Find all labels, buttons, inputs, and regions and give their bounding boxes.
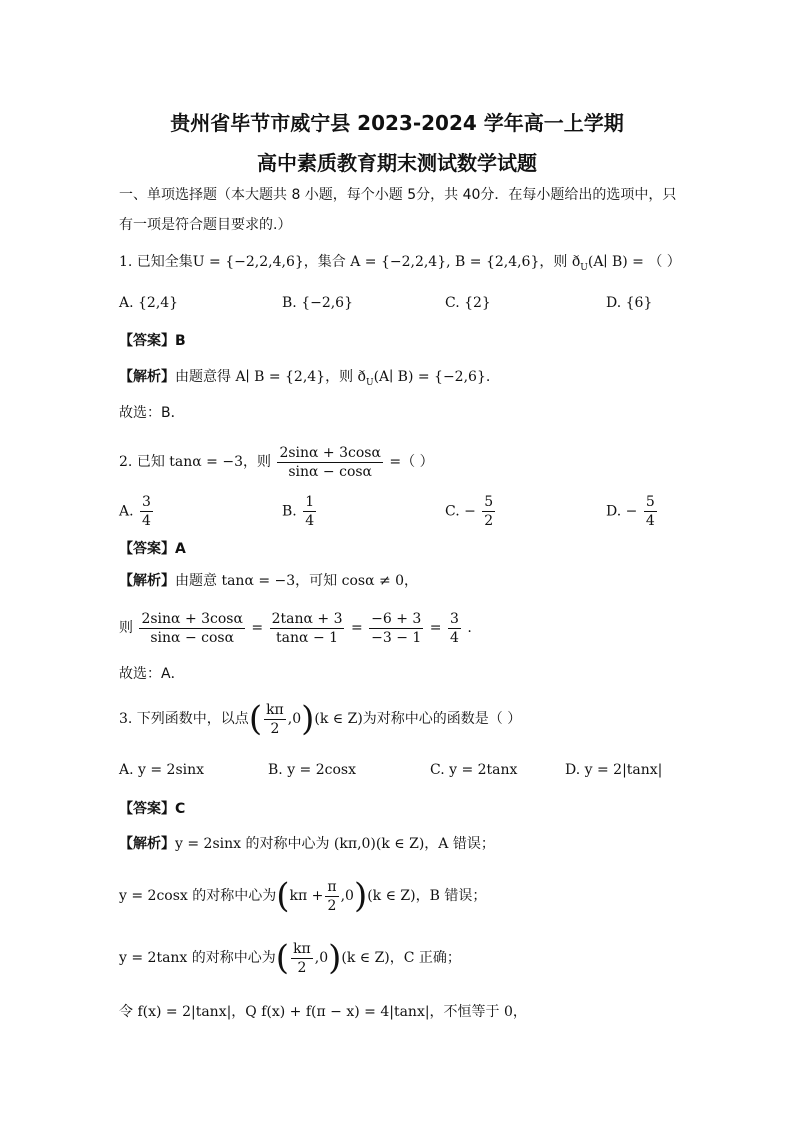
q3-analysis-c-num: kπ	[293, 940, 311, 957]
q3-analysis-c-inner-tail: ,0	[314, 950, 329, 966]
q1-option-d: D. {6}	[606, 295, 653, 311]
q2-conclusion: 故选：A．	[119, 666, 185, 682]
q2-calc-fraction-3	[369, 610, 423, 647]
q1-stem-tail: (A∣ B) = （ ）	[587, 254, 681, 270]
q3-analysis-b-tail: (k ∈ Z)，B 错误；	[367, 888, 487, 904]
q2-option-c	[445, 493, 497, 530]
q2-calc-fraction-1	[139, 610, 245, 647]
q2-analysis	[119, 571, 418, 591]
q1-stem-text: 1. 已知全集U = {−2,2,4,6}，集合 A = {−2,2,4}, B = {2,4,6}，则 ð	[119, 254, 581, 270]
q2-calc-f1-den: sinα − cosα	[150, 629, 235, 646]
q2-option-c-num: 5	[484, 494, 494, 510]
section-heading-cont: 有一项是符合题目要求的.）	[119, 217, 292, 233]
q2-stem-tail: =（ ）	[389, 454, 434, 470]
q2-option-a-num: 3	[142, 494, 151, 510]
q3-analysis-a	[119, 834, 495, 854]
q2-stem-numerator: 2sinα + 3cosα	[279, 444, 381, 461]
q1-analysis-tail: (A∣ B) = {−2,6}.	[373, 369, 491, 385]
q2-option-a-label: A.	[119, 503, 134, 520]
q1-analysis-text: 由题意得 A∣ B = {2,4}，则 ð	[175, 369, 366, 385]
q2-calc-f1-num: 2sinα + 3cosα	[141, 610, 243, 627]
q3-analysis-c-pre: y = 2tanx 的对称中心为	[119, 950, 276, 966]
paper-title-line1: 贵州省毕节市威宁县 2023-2024 学年高一上学期	[170, 111, 624, 135]
q3-answer: 【答案】C	[119, 801, 186, 817]
q2-analysis-label: 【解析】	[119, 573, 175, 589]
q3-stem-open-paren: (	[248, 699, 263, 739]
q3-analysis-b	[119, 874, 486, 918]
q2-stem-text: . 已知 tanα = −3，则	[127, 454, 271, 470]
q2-calc-equals-1: =	[251, 620, 264, 636]
q3-analysis-b-open-paren: (	[276, 876, 290, 916]
q2-calc-f2-num: 2tanα + 3	[271, 610, 343, 627]
q3-analysis-b-den: 2	[327, 897, 337, 914]
q2-calc-f4-den: 4	[449, 629, 459, 646]
q2-option-d	[606, 493, 659, 530]
q3-option-c: C. y = 2tanx	[430, 762, 518, 778]
q1-option-b: B. {−2,6}	[282, 295, 353, 311]
q1-answer: 【答案】B	[119, 333, 186, 349]
q2-stem-number: 2	[119, 454, 128, 470]
q1-analysis	[119, 367, 490, 393]
q3-analysis-label: 【解析】	[119, 836, 175, 852]
q1-analysis-subscript: U	[365, 377, 374, 388]
q3-stem-tail: (k ∈ Z)为对称中心的函数是（ ）	[314, 711, 522, 727]
q3-analysis-c-den: 2	[297, 959, 307, 976]
q2-stem-denominator: sinα − cosα	[288, 463, 373, 480]
q3-stem-frac-den: 2	[270, 720, 280, 737]
q2-option-c-label: C. −	[445, 503, 476, 520]
q2-calc-equals-3: =	[429, 620, 442, 636]
q3-analysis-c-fraction	[291, 940, 313, 977]
q2-option-b-den: 4	[305, 513, 315, 529]
q2-option-d-label: D. −	[606, 503, 638, 520]
q2-calc-fraction-4	[448, 610, 461, 647]
q2-option-d-fraction	[644, 493, 657, 530]
q2-stem-fraction	[277, 444, 383, 481]
question-1-stem	[119, 252, 681, 278]
q1-option-c: C. {2}	[445, 295, 491, 311]
q2-option-b-label: B.	[282, 503, 297, 520]
q2-option-d-den: 4	[645, 513, 655, 529]
q1-conclusion: 故选：B．	[119, 405, 185, 421]
q3-analysis-c-close-paren: )	[328, 938, 342, 978]
paper-title-line2: 高中素质教育期末测试数学试题	[257, 151, 537, 175]
q2-option-a	[119, 493, 155, 530]
q2-option-b-num: 1	[305, 494, 315, 510]
q3-stem-text: 3. 下列函数中，以点	[119, 711, 249, 727]
q3-analysis-a-text: y = 2sinx 的对称中心为 (kπ,0)(k ∈ Z)，A 错误；	[175, 836, 495, 852]
q2-option-d-num: 5	[645, 494, 655, 510]
q3-analysis-c	[119, 936, 461, 980]
question-3-stem	[119, 697, 521, 741]
q2-option-b-fraction	[303, 493, 316, 530]
q3-option-a: A. y = 2sinx	[119, 762, 205, 778]
q3-stem-frac-num: kπ	[266, 701, 284, 718]
q3-analysis-c-tail: (k ∈ Z)，C 正确；	[341, 950, 461, 966]
q3-analysis-b-inner: kπ +	[289, 888, 324, 904]
q3-analysis-b-pre: y = 2cosx 的对称中心为	[119, 888, 277, 904]
q2-calc-end: .	[467, 620, 472, 636]
q2-calc-f4-num: 3	[449, 610, 459, 627]
q3-analysis-b-close-paren: )	[353, 876, 368, 916]
q2-analysis-text: 由题意 tanα = −3，可知 cosα ≠ 0，	[175, 573, 419, 589]
q3-stem-fraction	[264, 701, 286, 738]
q1-analysis-label: 【解析】	[119, 369, 175, 385]
q1-stem-subscript: U	[580, 262, 588, 273]
q2-option-c-fraction	[482, 493, 495, 530]
q3-option-d: D. y = 2|tanx|	[565, 762, 663, 778]
q3-analysis-b-fraction	[325, 878, 338, 915]
q2-calc-fraction-2	[270, 610, 345, 647]
q2-option-c-den: 2	[484, 513, 494, 529]
q2-option-a-den: 4	[142, 513, 151, 529]
q3-option-b: B. y = 2cosx	[268, 762, 356, 778]
q3-stem-close-paren: )	[301, 699, 315, 739]
q1-option-a: A. {2,4}	[119, 295, 179, 311]
q2-calculation	[119, 608, 472, 648]
q3-analysis-d: 令 f(x) = 2|tanx|，Q f(x) + f(π − x) = 4|tanx|，不恒等于 0，	[119, 1004, 527, 1020]
q3-stem-point-tail: ,0	[287, 711, 302, 727]
q2-calc-prefix: 则	[119, 620, 133, 636]
section-heading: 一、单项选择题（本大题共 8 小题，每个小题 5分，共 40分．在每小题给出的选项中，只	[119, 187, 677, 203]
q2-calc-f3-den: −3 − 1	[371, 629, 422, 646]
q3-analysis-b-num: π	[327, 878, 337, 895]
q2-calc-equals-2: =	[350, 620, 363, 636]
question-2-stem	[119, 442, 434, 482]
q3-analysis-c-open-paren: (	[275, 938, 290, 978]
q3-analysis-b-inner-tail: ,0	[340, 888, 354, 904]
q2-calc-f2-den: tanα − 1	[276, 629, 339, 646]
q2-answer: 【答案】A	[119, 541, 186, 557]
q2-option-a-fraction	[140, 493, 153, 530]
q2-calc-f3-num: −6 + 3	[371, 610, 422, 627]
q2-option-b	[282, 493, 318, 530]
